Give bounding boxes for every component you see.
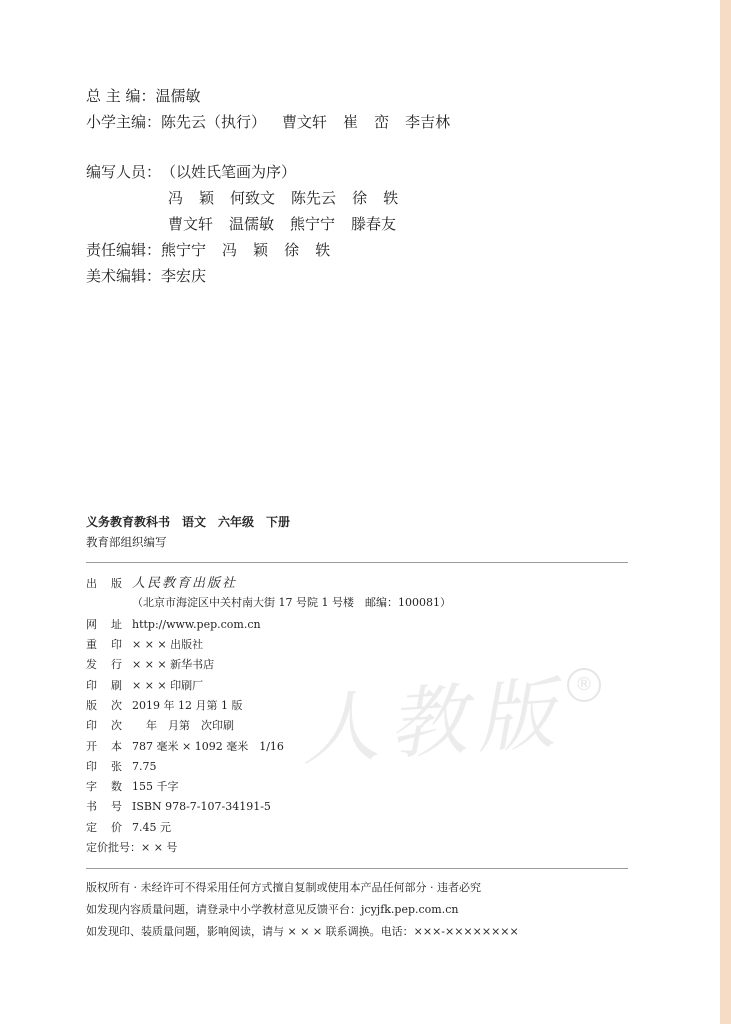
copyright-notice: 版权所有 · 未经许可不得采用任何方式擅自复制或使用本产品任何部分 · 违者必究: [86, 881, 481, 894]
primary-editor-name: 峦: [374, 113, 390, 131]
format-label: 开本: [86, 740, 122, 753]
book-subject: 语文: [182, 515, 207, 529]
isbn-value: ISBN 978-7-107-34191-5: [132, 800, 271, 813]
impression-label: 印次: [86, 719, 122, 732]
writer-name: 何致文: [230, 189, 276, 207]
writers-note: （以姓氏笔画为序）: [161, 163, 297, 181]
responsible-editor-name: 轶: [315, 241, 331, 259]
website-value: http://www.pep.com.cn: [132, 618, 261, 631]
content-feedback-notice: 如发现内容质量问题，请登录中小学教材意见反馈平台：jcyjfk.pep.com.cn: [86, 903, 459, 916]
words-row: [86, 779, 179, 795]
price-value: 7.45 元: [132, 821, 171, 834]
isbn-label: 书号: [86, 800, 122, 813]
primary-editor-name: 李吉林: [405, 113, 451, 131]
website-label: 网址: [86, 618, 122, 631]
price-label: 定价: [86, 821, 122, 834]
responsible-editor-line: [86, 240, 346, 260]
reprint-value: × × × 出版社: [132, 638, 204, 651]
format-row: [86, 739, 284, 755]
sheets-row: [86, 759, 157, 775]
writer-name: 温儒敏: [229, 215, 275, 233]
side-color-strip: [720, 0, 731, 1024]
writer-name: 曹文轩: [168, 215, 214, 233]
distribution-row: [86, 657, 214, 673]
primary-editor-line: [86, 112, 466, 132]
edition-row: [86, 698, 242, 714]
sheets-value: 7.75: [132, 760, 157, 773]
price-approval-value: × × 号: [141, 841, 178, 854]
writers-line: [86, 162, 296, 182]
writer-name: 颖: [199, 189, 215, 207]
primary-editor-name: 崔: [343, 113, 359, 131]
print-quality-notice: 如发现印、装质量问题，影响阅读，请与 × × × 联系调换。电话：×××-××××××××: [86, 925, 519, 938]
edition-label: 版次: [86, 699, 122, 712]
book-title: [86, 513, 302, 530]
reprint-label: 重印: [86, 638, 122, 651]
art-editor-line: [86, 266, 206, 286]
reprint-row: [86, 637, 203, 653]
edition-value: 2019 年 12 月第 1 版: [132, 699, 243, 712]
publisher-label: 出版: [86, 577, 122, 590]
art-editor-label: 美术编辑：: [86, 267, 162, 285]
writers-label: 编写人员：: [86, 163, 162, 181]
responsible-editor-name: 颖: [253, 241, 269, 259]
publisher-logo: 人民教育出版社: [132, 576, 238, 591]
divider-bottom: [86, 868, 628, 869]
writer-name: 徐: [352, 189, 368, 207]
registered-mark-icon: ®: [567, 668, 601, 702]
book-volume: 下册: [266, 515, 291, 529]
book-grade: 六年级: [218, 515, 255, 529]
responsible-editor-label: 责任编辑：: [86, 241, 162, 259]
website-row: [86, 617, 261, 633]
art-editor-name: 李宏庆: [161, 267, 207, 285]
price-row: [86, 820, 171, 836]
book-organizer: 教育部组织编写: [86, 535, 167, 549]
writer-name: 冯: [168, 189, 184, 207]
words-value: 155 千字: [132, 780, 179, 793]
primary-editor-name: 曹文轩: [282, 113, 328, 131]
price-approval-row: [86, 840, 177, 856]
responsible-editor-name: 熊宁宁: [161, 241, 207, 259]
responsible-editor-name: 冯: [222, 241, 238, 259]
watermark-logo: 人教版: [297, 668, 568, 778]
writer-name: 滕春友: [351, 215, 397, 233]
writer-name: 轶: [383, 189, 399, 207]
writers-row-2: [168, 214, 412, 234]
primary-editor-name: 陈先云（执行）: [161, 113, 267, 131]
responsible-editor-name: 徐: [284, 241, 300, 259]
format-value: 787 毫米 × 1092 毫米 1/16: [132, 740, 284, 753]
words-label: 字数: [86, 780, 122, 793]
printing-value: × × × 印刷厂: [132, 679, 204, 692]
price-approval-label: 定价批号：: [86, 841, 141, 854]
sheets-label: 印张: [86, 760, 122, 773]
chief-editor-label: 总 主 编：: [86, 87, 156, 105]
printing-label: 印刷: [86, 679, 122, 692]
impression-value: 年 月第 次印刷: [146, 719, 234, 732]
distribution-label: 发行: [86, 658, 122, 671]
chief-editor-name: 温儒敏: [155, 87, 201, 105]
distribution-value: × × × 新华书店: [132, 658, 215, 671]
impression-row: [86, 718, 234, 734]
chief-editor-line: [86, 86, 201, 106]
publisher-address: （北京市海淀区中关村南大街 17 号院 1 号楼 邮编：100081）: [132, 596, 451, 609]
writer-name: 熊宁宁: [290, 215, 336, 233]
divider-top: [86, 562, 628, 563]
primary-editor-label: 小学主编：: [86, 113, 162, 131]
isbn-row: [86, 799, 271, 815]
printing-row: [86, 678, 203, 694]
book-series: 义务教育教科书: [86, 515, 171, 529]
writer-name: 陈先云: [291, 189, 337, 207]
writers-row-1: [168, 188, 414, 208]
publisher-row: [86, 576, 237, 592]
